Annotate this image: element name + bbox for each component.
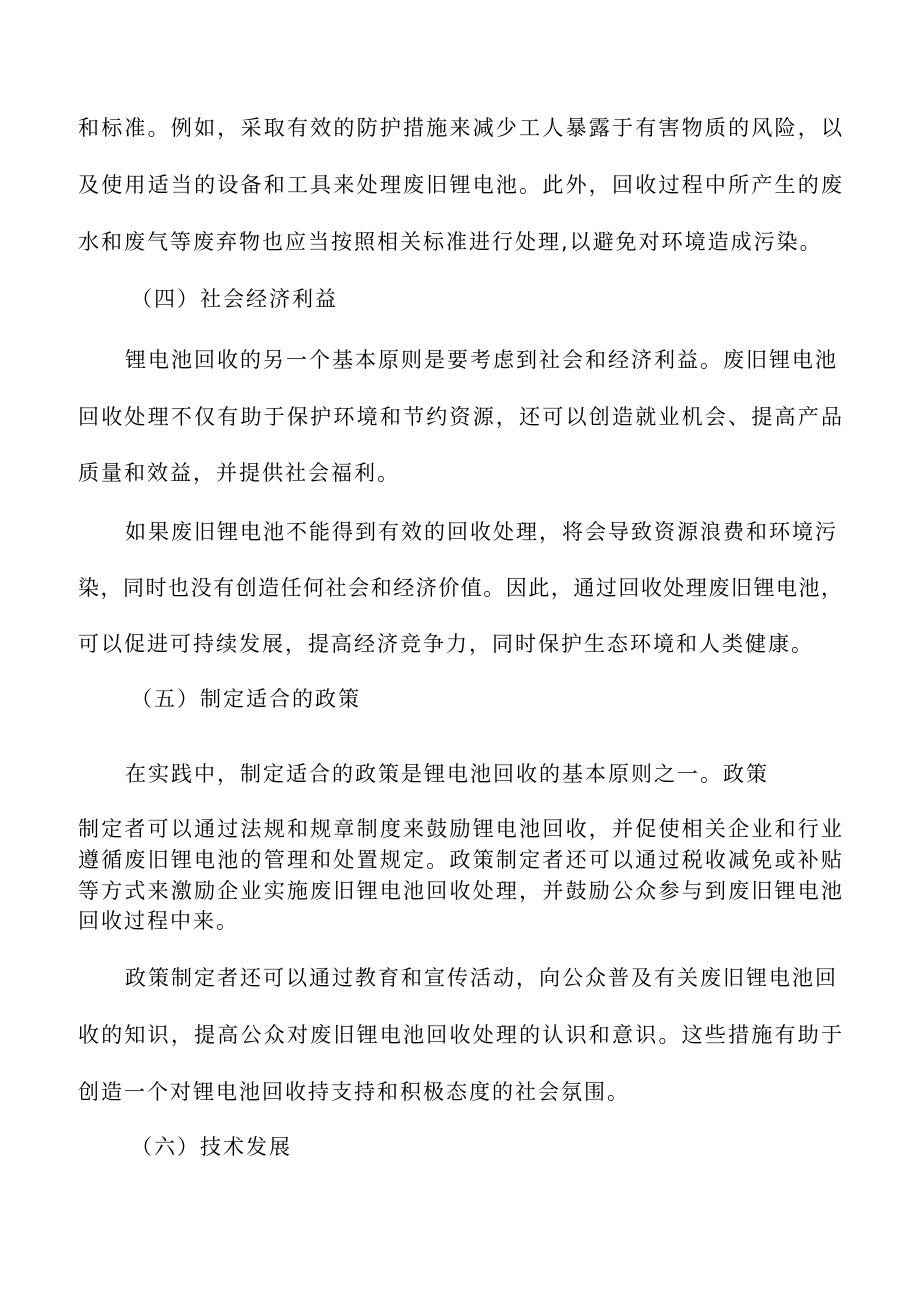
section-heading-6: （六）技术发展	[131, 1135, 292, 1159]
paragraph-5-line-3: 创造一个对锂电池回收持支持和积极态度的社会氛围。	[78, 1080, 630, 1104]
paragraph-5-line-1: 政策制定者还可以通过教育和宣传活动，向公众普及有关废旧锂电池回	[125, 966, 838, 990]
paragraph-3-line-1: 如果废旧锂电池不能得到有效的回收处理，将会导致资源浪费和环境污	[125, 520, 838, 544]
paragraph-5-line-2: 收的知识，提高公众对废旧锂电池回收处理的认识和意识。这些措施有助于	[78, 1023, 842, 1047]
paragraph-3-line-3: 可以促进可持续发展，提高经济竞争力，同时保护生态环境和人类健康。	[78, 632, 814, 656]
paragraph-1-line-2: 及使用适当的设备和工具来处理废旧锂电池。此外，回收过程中所产生的废	[78, 173, 842, 197]
paragraph-1-line-3: 水和废气等废弃物也应当按照相关标准进行处理,以避免对环境造成污染。	[78, 230, 823, 254]
paragraph-4-line-5: 回收过程中来。	[78, 909, 239, 933]
paragraph-4-line-1: 在实践中，制定适合的政策是锂电池回收的基本原则之一。政策	[125, 762, 769, 786]
paragraph-4-line-4: 等方式来激励企业实施废旧锂电池回收处理，并鼓励公众参与到废旧锂电池	[78, 879, 842, 903]
paragraph-3-line-2: 染，同时也没有创造任何社会和经济价值。因此，通过回收处理废旧锂电池，	[78, 576, 842, 600]
paragraph-2-line-2: 回收处理不仅有助于保护环境和节约资源，还可以创造就业机会、提高产品	[78, 405, 842, 429]
paragraph-2-line-3: 质量和效益，并提供社会福利。	[78, 461, 400, 485]
paragraph-4-line-3: 遵循废旧锂电池的管理和处置规定。政策制定者还可以通过税收减免或补贴	[78, 848, 842, 872]
paragraph-4-line-2: 制定者可以通过法规和规章制度来鼓励锂电池回收，并促使相关企业和行业	[78, 817, 842, 841]
section-heading-5: （五）制定适合的政策	[131, 687, 361, 711]
section-heading-4: （四）社会经济利益	[131, 287, 338, 311]
paragraph-1-line-1: 和标准。例如，采取有效的防护措施来减少工人暴露于有害物质的风险，以	[78, 116, 842, 140]
paragraph-2-line-1: 锂电池回收的另一个基本原则是要考虑到社会和经济利益。废旧锂电池	[125, 348, 838, 372]
